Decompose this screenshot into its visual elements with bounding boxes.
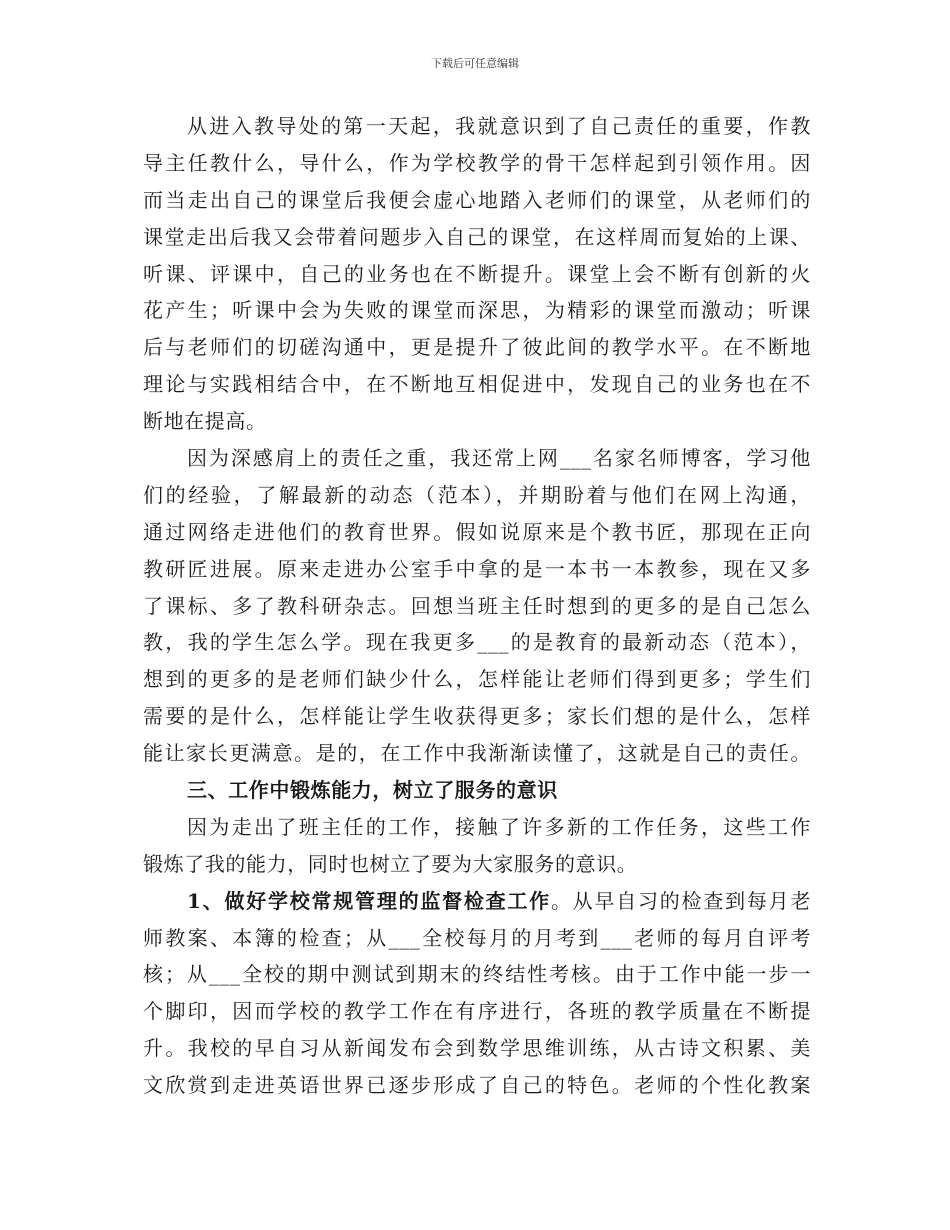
item-text: 。从早自习的检查到每月老 bbox=[550, 888, 811, 913]
paragraph-line: 从进入教导处的第一天起，我就意识到了自己责任的重要，作教 bbox=[187, 114, 811, 138]
paragraph-line: 了课标、多了教科研杂志。回想当班主任时想到的更多的是自己怎么 bbox=[143, 593, 811, 618]
page-header: 下载后可任意编辑 bbox=[431, 57, 519, 70]
paragraph-line: 们的经验，了解最新的动态（范本），并期盼着与他们在网上沟通， bbox=[143, 482, 811, 507]
paragraph-line: 文欣赏到走进英语世界已逐步形成了自己的特色。老师的个性化教案 bbox=[143, 1073, 811, 1098]
paragraph-line: 课堂走出后我又会带着问题步入自己的课堂，在这样周而复始的上课、 bbox=[143, 224, 811, 249]
item-heading: 1、做好学校常规管理的监督检查工作 bbox=[187, 888, 551, 913]
paragraph-line: 能让家长更满意。是的，在工作中我渐渐读懂了，这就是自己的责任。 bbox=[143, 741, 811, 766]
paragraph-line: 听课、评课中，自己的业务也在不断提升。课堂上会不断有创新的火 bbox=[143, 261, 811, 286]
paragraph-line: 通过网络走进他们的教育世界。假如说原来是个教书匠，那现在正向 bbox=[143, 519, 811, 544]
paragraph-line: 核；从___全校的期中测试到期末的终结性考核。由于工作中能一步一 bbox=[143, 962, 811, 987]
paragraph-line: 断地在提高。 bbox=[143, 409, 267, 434]
paragraph-line: 升。我校的早自习从新闻发布会到数学思维训练，从古诗文积累、美 bbox=[143, 1036, 811, 1061]
paragraph-line: 教，我的学生怎么学。现在我更多___的是教育的最新动态（范本）， bbox=[143, 630, 811, 655]
paragraph-line: 而当走出自己的课堂后我便会虚心地踏入老师们的课堂，从老师们的 bbox=[143, 187, 811, 212]
paragraph-line bbox=[143, 883, 811, 920]
paragraph-line: 师教案、本簿的检查；从___全校每月的月考到___老师的每月自评考 bbox=[143, 925, 811, 950]
paragraph-line: 需要的是什么，怎样能让学生收获得更多；家长们想的是什么，怎样 bbox=[143, 704, 811, 729]
paragraph-line: 导主任教什么，导什么，作为学校教学的骨干怎样起到引领作用。因 bbox=[143, 150, 811, 175]
paragraph-line: 锻炼了我的能力，同时也树立了要为大家服务的意识。 bbox=[143, 851, 638, 876]
paragraph-line: 想到的更多的是老师们缺少什么，怎样能让老师们得到更多；学生们 bbox=[143, 667, 811, 692]
paragraph-line: 后与老师们的切磋沟通中，更是提升了彼此间的教学水平。在不断地 bbox=[143, 335, 811, 360]
paragraph-line: 花产生；听课中会为失败的课堂而深思，为精彩的课堂而激动；听课 bbox=[143, 298, 811, 323]
paragraph-line: 教研匠进展。原来走进办公室手中拿的是一本书一本教参，现在又多 bbox=[143, 556, 811, 581]
paragraph-line: 理论与实践相结合中，在不断地互相促进中，发现自己的业务也在不 bbox=[143, 372, 811, 397]
section-heading: 三、工作中锻炼能力，树立了服务的意识 bbox=[187, 778, 558, 803]
paragraph-line: 因为走出了班主任的工作，接触了许多新的工作任务，这些工作 bbox=[187, 814, 811, 839]
paragraph-line: 个脚印，因而学校的教学工作在有序进行，各班的教学质量在不断提 bbox=[143, 999, 811, 1024]
paragraph-line: 因为深感肩上的责任之重，我还常上网___名家名师博客，学习他 bbox=[187, 446, 811, 471]
document-body bbox=[143, 108, 811, 1104]
